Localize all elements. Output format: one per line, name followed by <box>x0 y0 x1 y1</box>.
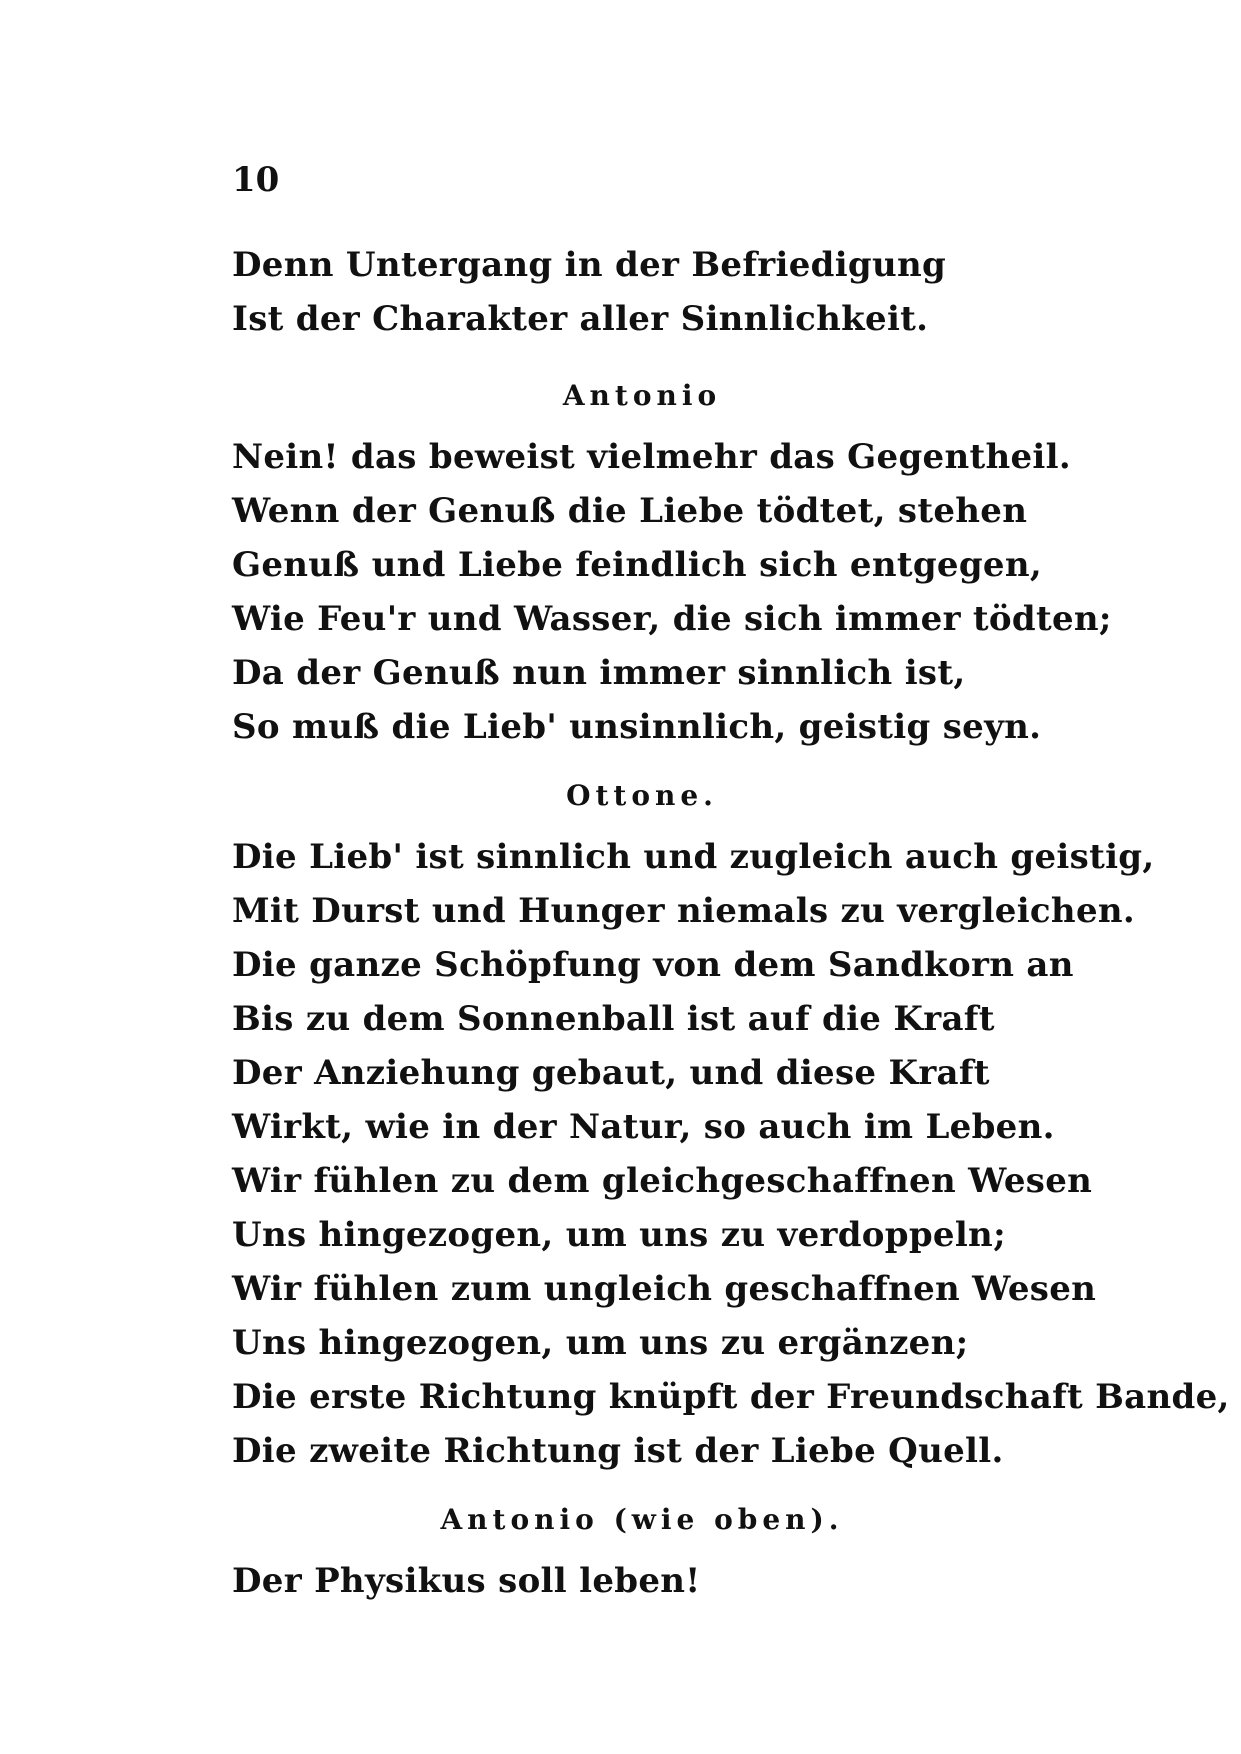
stanza <box>232 238 1052 346</box>
verse-line: Die erste Richtung knüpft der Freundschaft Bande, <box>232 1377 1230 1417</box>
speaker-name: Antonio <box>562 379 722 412</box>
verse-line: Da der Genuß nun immer sinnlich ist, <box>232 653 966 693</box>
verse-line: Denn Untergang in der Befriedigung <box>232 245 947 285</box>
verse-line: Wenn der Genuß die Liebe tödtet, stehen <box>232 491 1028 531</box>
verse-line: Die zweite Richtung ist der Liebe Quell. <box>232 1431 1004 1471</box>
verse-line: Wir fühlen zu dem gleichgeschaffnen Wesen <box>232 1161 1093 1201</box>
verse-line: Wie Feu'r und Wasser, die sich immer tödten; <box>232 599 1112 639</box>
verse-line: Uns hingezogen, um uns zu verdoppeln; <box>232 1215 1006 1255</box>
stanza <box>232 376 1112 754</box>
verse-line: Genuß und Liebe feindlich sich entgegen, <box>232 545 1043 585</box>
verse-line: So muß die Lieb' unsinnlich, geistig seyn. <box>232 707 1042 747</box>
verse-line: Wirkt, wie in der Natur, so auch im Leben. <box>232 1107 1055 1147</box>
verse-line: Die Lieb' ist sinnlich und zugleich auch geistig, <box>232 837 1155 877</box>
verse-line: Ist der Charakter aller Sinnlichkeit. <box>232 299 929 339</box>
stanza-container <box>232 238 1230 1608</box>
speaker-name: Antonio (wie oben). <box>440 1503 844 1536</box>
verse-line: Die ganze Schöpfung von dem Sandkorn an <box>232 945 1074 985</box>
verse-text <box>232 238 1230 1608</box>
verse-line: Der Physikus soll leben! <box>232 1561 701 1601</box>
verse-line: Nein! das beweist vielmehr das Gegentheil. <box>232 437 1071 477</box>
stanza <box>232 1500 1052 1608</box>
verse-line: Bis zu dem Sonnenball ist auf die Kraft <box>232 999 995 1039</box>
verse-line: Mit Durst und Hunger niemals zu vergleichen. <box>232 891 1136 931</box>
speaker-name: Ottone. <box>566 779 718 812</box>
verse-line: Der Anziehung gebaut, und diese Kraft <box>232 1053 990 1093</box>
stanza <box>232 776 1230 1478</box>
page-number: 10 <box>232 160 280 200</box>
verse-line: Wir fühlen zum ungleich geschaffnen Wesen <box>232 1269 1097 1309</box>
verse-line: Uns hingezogen, um uns zu ergänzen; <box>232 1323 969 1363</box>
